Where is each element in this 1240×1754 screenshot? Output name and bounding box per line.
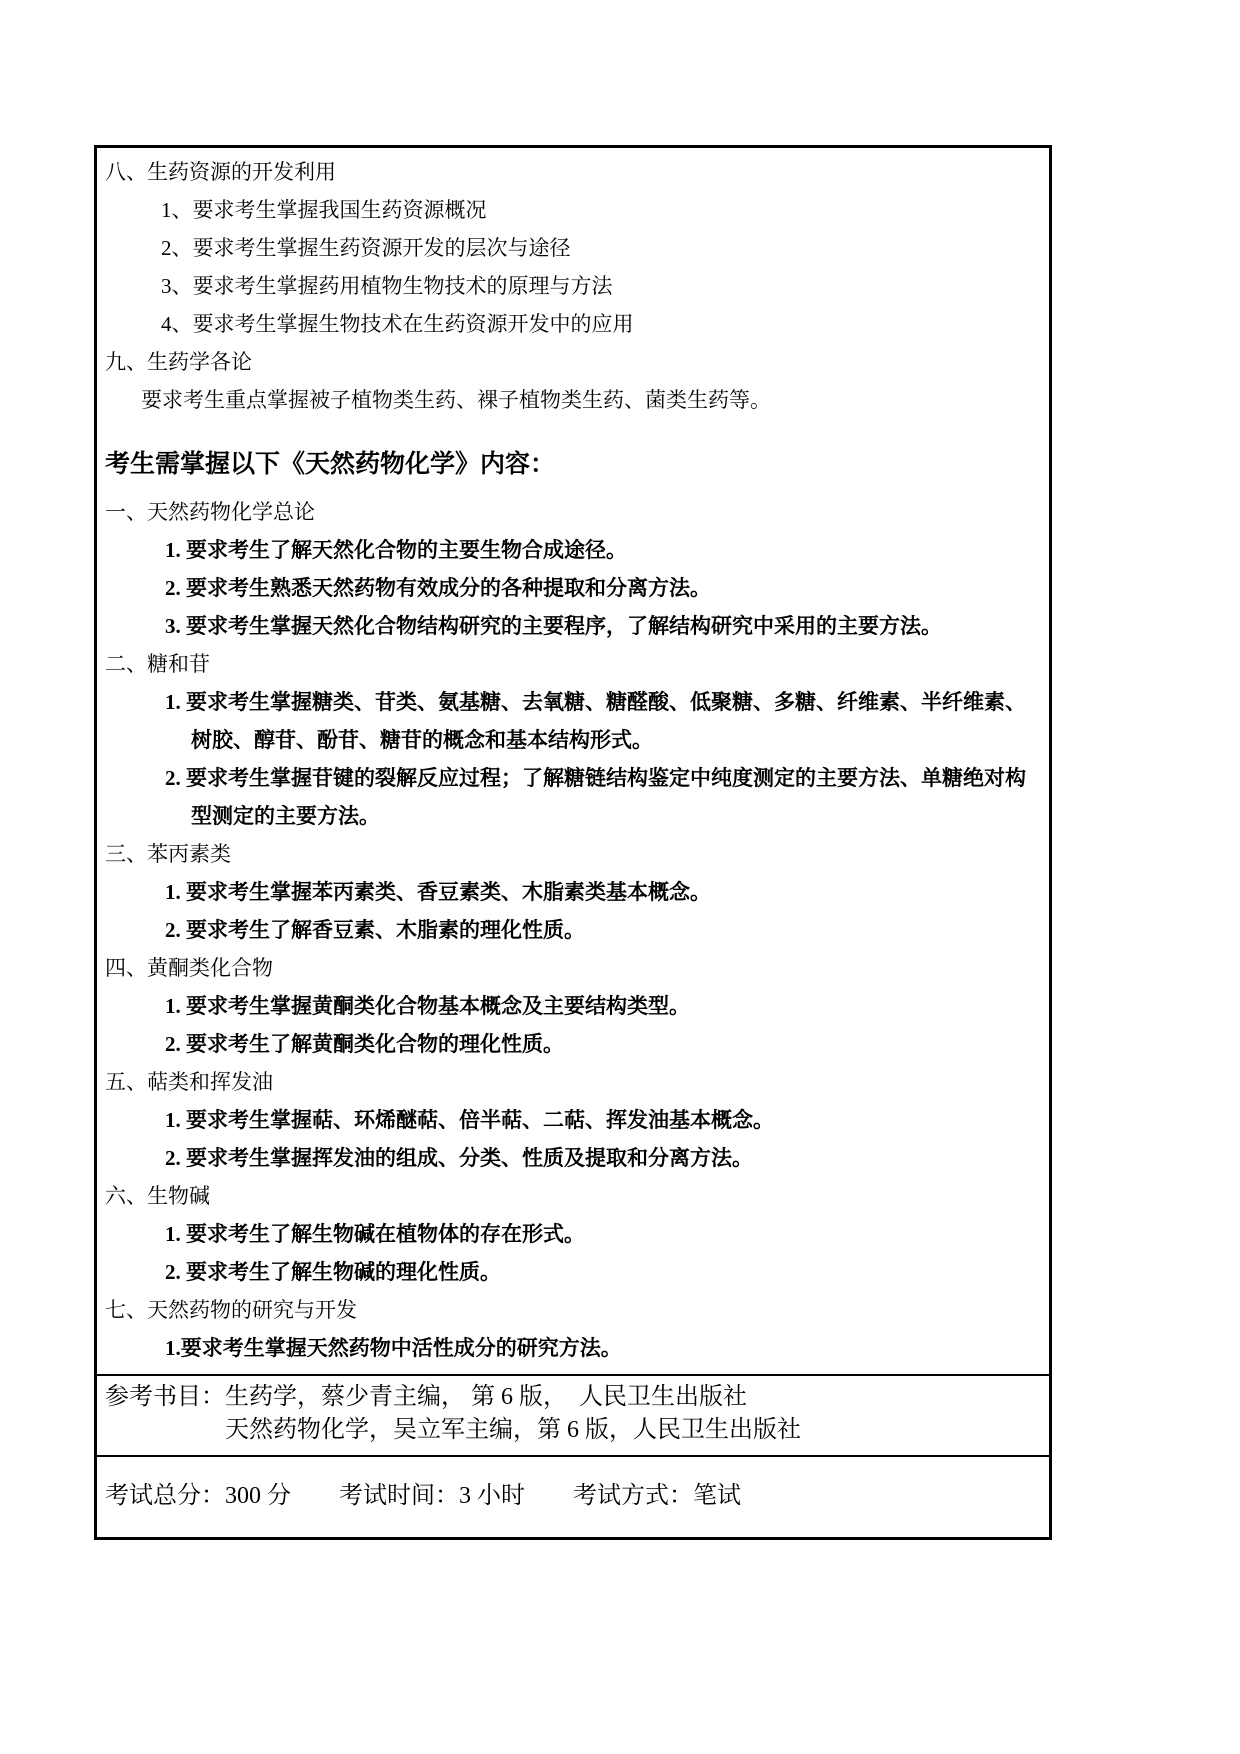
syllabus-content-cell: [97, 148, 1049, 1374]
outline-item: 4、要求考生掌握生物技术在生药资源开发中的应用: [161, 312, 634, 336]
outline-item: 1. 要求考生掌握苯丙素类、香豆素类、木脂素类基本概念。: [165, 880, 711, 904]
section-header-7: 七、天然药物的研究与开发: [105, 1298, 357, 1322]
outline-item: 2、要求考生掌握生药资源开发的层次与途径: [161, 236, 571, 260]
outline-item: 2. 要求考生了解香豆素、木脂素的理化性质。: [165, 918, 585, 942]
outline-item: 2. 要求考生掌握挥发油的组成、分类、性质及提取和分离方法。: [165, 1146, 753, 1170]
outline-item: 3、要求考生掌握药用植物生物技术的原理与方法: [161, 274, 613, 298]
section-header-1: 一、天然药物化学总论: [105, 500, 315, 524]
exam-total-score: 考试总分：300 分: [105, 1483, 291, 1509]
section-header-9: 九、生药学各论: [105, 350, 252, 374]
section-header-5: 五、萜类和挥发油: [105, 1070, 273, 1094]
outline-item: 1、要求考生掌握我国生药资源概况: [161, 198, 487, 222]
outline-item: 2. 要求考生了解黄酮类化合物的理化性质。: [165, 1032, 564, 1056]
section-note: 要求考生重点掌握被子植物类生药、裸子植物类生药、菌类生药等。: [141, 388, 771, 412]
exam-duration: 考试时间：3 小时: [339, 1483, 525, 1509]
outline-item: 2. 要求考生了解生物碱的理化性质。: [165, 1260, 501, 1284]
syllabus-table: [94, 145, 1052, 1540]
natural-chemistry-outline: [105, 493, 1039, 1367]
reference-books-list: [225, 1381, 801, 1447]
section-header-2: 二、糖和苷: [105, 652, 210, 676]
outline-item: 2. 要求考生熟悉天然药物有效成分的各种提取和分离方法。: [165, 576, 711, 600]
section-header-8: 八、生药资源的开发利用: [105, 160, 336, 184]
reference-book: 天然药物化学，吴立军主编，第 6 版，人民卫生出版社: [225, 1417, 801, 1443]
outline-item: 2. 要求考生掌握苷键的裂解反应过程；了解糖链结构鉴定中纯度测定的主要方法、单糖绝对构型测定的主要方法。: [165, 766, 1026, 828]
outline-item: 1.要求考生掌握天然药物中活性成分的研究方法。: [165, 1336, 622, 1360]
reference-books-label: 参考书目：: [105, 1384, 225, 1410]
outline-item: 1. 要求考生掌握萜、环烯醚萜、倍半萜、二萜、挥发油基本概念。: [165, 1108, 774, 1132]
reference-book: 生药学，蔡少青主编， 第 6 版， 人民卫生出版社: [225, 1384, 747, 1410]
reference-books-cell: [97, 1374, 1049, 1455]
outline-item: 1. 要求考生了解天然化合物的主要生物合成途径。: [165, 538, 627, 562]
outline-item: 3. 要求考生掌握天然化合物结构研究的主要程序，了解结构研究中采用的主要方法。: [165, 614, 942, 638]
exam-method: 考试方式：笔试: [573, 1483, 741, 1509]
outline-item: 1. 要求考生了解生物碱在植物体的存在形式。: [165, 1222, 585, 1246]
outline-item: 1. 要求考生掌握黄酮类化合物基本概念及主要结构类型。: [165, 994, 690, 1018]
outline-item: 1. 要求考生掌握糖类、苷类、氨基糖、去氧糖、糖醛酸、低聚糖、多糖、纤维素、半纤维素、树胶、醇苷、酚苷、糖苷的概念和基本结构形式。: [165, 690, 1026, 752]
exam-info-cell: [97, 1455, 1049, 1537]
pharmacognosy-outline: [105, 153, 1039, 419]
section-header-3: 三、苯丙素类: [105, 842, 231, 866]
section-header-6: 六、生物碱: [105, 1184, 210, 1208]
part2-title: 考生需掌握以下《天然药物化学》内容：: [105, 451, 556, 478]
section-header-4: 四、黄酮类化合物: [105, 956, 273, 980]
